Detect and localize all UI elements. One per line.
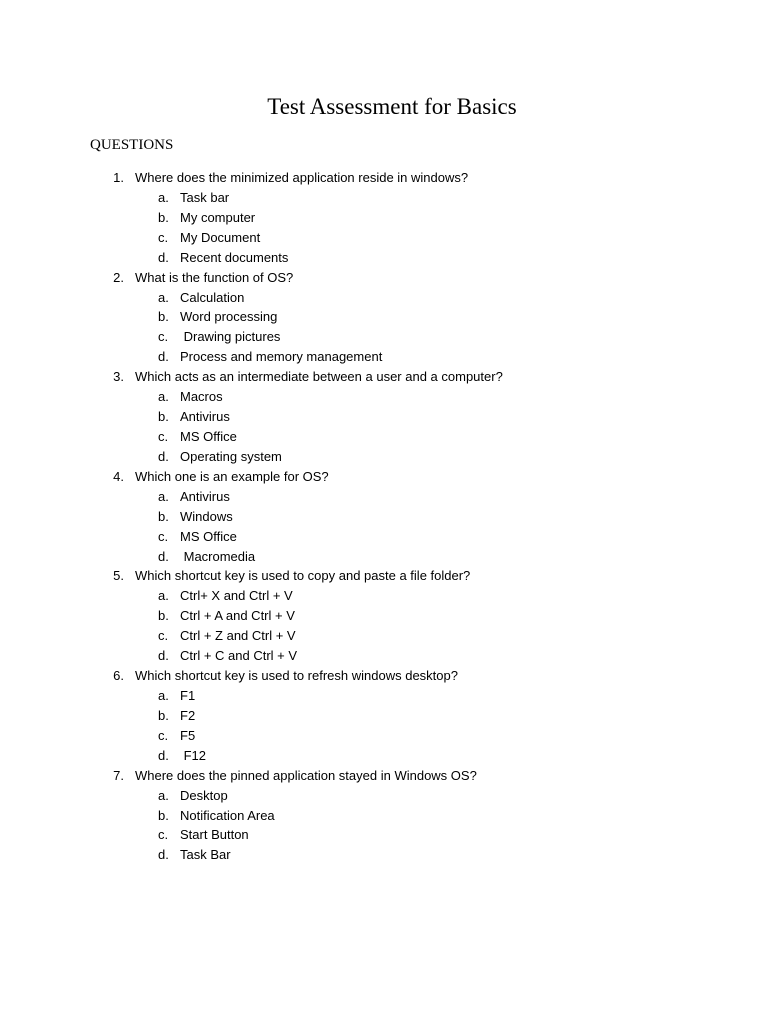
option-text: Windows (180, 508, 233, 524)
option-item (0, 228, 768, 248)
option-item (0, 626, 768, 646)
option-text: Antivirus (180, 488, 230, 504)
option-list (0, 786, 768, 866)
option-item (0, 507, 768, 527)
option-letter: b. (158, 508, 169, 524)
option-text: Word processing (180, 309, 278, 325)
option-text: Start Button (180, 827, 249, 843)
page-title: Test Assessment for Basics (267, 94, 517, 119)
question-number: 4. (113, 468, 124, 484)
option-item (0, 547, 768, 567)
option-item (0, 248, 768, 268)
option-item (0, 387, 768, 407)
question-text: Which one is an example for OS? (135, 468, 329, 484)
option-item (0, 825, 768, 845)
question-row (0, 566, 768, 586)
question-number: 7. (113, 767, 124, 783)
question-number: 2. (113, 269, 124, 285)
option-item (0, 307, 768, 327)
option-text: Task Bar (180, 847, 231, 863)
option-letter: d. (158, 648, 169, 664)
option-letter: c. (158, 428, 169, 444)
option-item (0, 447, 768, 467)
option-letter: c. (158, 229, 169, 245)
option-item (0, 347, 768, 367)
option-letter: c. (158, 329, 169, 345)
option-text: Ctrl+ X and Ctrl + V (180, 588, 293, 604)
option-letter: a. (158, 389, 169, 405)
question-row (0, 666, 768, 686)
option-list (0, 188, 768, 268)
question-text: Where does the pinned application stayed in Windows OS? (135, 767, 477, 783)
option-item (0, 288, 768, 308)
question-number: 5. (113, 568, 124, 584)
option-text: Operating system (180, 448, 282, 464)
option-letter: b. (158, 807, 169, 823)
question-number: 6. (113, 668, 124, 684)
question-item (0, 666, 768, 766)
option-text: My Document (180, 229, 261, 245)
question-item (0, 566, 768, 666)
question-item (0, 367, 768, 467)
option-text: Antivirus (180, 409, 230, 425)
option-letter: c. (158, 528, 169, 544)
option-text: MS Office (180, 428, 237, 444)
question-text: Which acts as an intermediate between a user and a computer? (135, 369, 503, 385)
option-text: Macros (180, 389, 223, 405)
question-item (0, 467, 768, 567)
option-item (0, 646, 768, 666)
option-letter: a. (158, 189, 169, 205)
question-row (0, 467, 768, 487)
question-list (0, 168, 768, 865)
option-letter: a. (158, 787, 169, 803)
option-letter: d. (158, 448, 169, 464)
question-row (0, 766, 768, 786)
option-letter: a. (158, 289, 169, 305)
option-letter: d. (158, 548, 169, 564)
option-text: Recent documents (180, 249, 289, 265)
question-text: Which shortcut key is used to copy and paste a file folder? (135, 568, 471, 584)
option-letter: c. (158, 628, 169, 644)
option-letter: c. (158, 827, 169, 843)
option-item (0, 586, 768, 606)
question-item (0, 168, 768, 268)
option-text: Notification Area (180, 807, 275, 823)
option-item (0, 487, 768, 507)
option-text: Ctrl + C and Ctrl + V (180, 648, 298, 664)
option-letter: b. (158, 409, 169, 425)
option-letter: a. (158, 687, 169, 703)
option-text: F12 (180, 747, 207, 763)
option-text: Macromedia (180, 548, 256, 564)
question-row (0, 268, 768, 288)
option-text: Task bar (180, 189, 230, 205)
question-row (0, 168, 768, 188)
option-letter: b. (158, 309, 169, 325)
option-text: F1 (180, 687, 196, 703)
section-heading: QUESTIONS (90, 137, 174, 153)
question-number: 1. (113, 170, 124, 185)
option-text: MS Office (180, 528, 237, 544)
question-row (0, 367, 768, 387)
option-item (0, 606, 768, 626)
option-item (0, 188, 768, 208)
option-item (0, 845, 768, 865)
option-item (0, 746, 768, 766)
option-text: My computer (180, 209, 256, 225)
question-text: Where does the minimized application reside in windows? (135, 170, 469, 185)
question-text: Which shortcut key is used to refresh windows desktop? (135, 668, 458, 684)
option-item (0, 806, 768, 826)
option-letter: d. (158, 847, 169, 863)
option-letter: d. (158, 249, 169, 265)
option-list (0, 387, 768, 467)
option-item (0, 786, 768, 806)
option-letter: a. (158, 588, 169, 604)
option-text: F5 (180, 727, 196, 743)
option-letter: b. (158, 608, 169, 624)
option-text: Desktop (180, 787, 228, 803)
option-letter: a. (158, 488, 169, 504)
option-item (0, 208, 768, 228)
option-letter: d. (158, 349, 169, 365)
option-text: Ctrl + Z and Ctrl + V (180, 628, 296, 644)
option-list (0, 487, 768, 567)
question-text: What is the function of OS? (135, 269, 294, 285)
question-number: 3. (113, 369, 124, 385)
option-letter: d. (158, 747, 169, 763)
question-item (0, 268, 768, 368)
option-list (0, 686, 768, 766)
option-item (0, 407, 768, 427)
option-item (0, 726, 768, 746)
option-letter: b. (158, 707, 169, 723)
option-item (0, 327, 768, 347)
option-text: Ctrl + A and Ctrl + V (180, 608, 295, 624)
option-letter: c. (158, 727, 169, 743)
option-text: Drawing pictures (180, 329, 281, 345)
option-item (0, 527, 768, 547)
option-letter: b. (158, 209, 169, 225)
question-item (0, 766, 768, 866)
option-item (0, 706, 768, 726)
option-list (0, 288, 768, 368)
option-item (0, 427, 768, 447)
option-text: Process and memory management (180, 349, 383, 365)
option-item (0, 686, 768, 706)
option-text: F2 (180, 707, 196, 723)
option-list (0, 586, 768, 666)
option-text: Calculation (180, 289, 245, 305)
